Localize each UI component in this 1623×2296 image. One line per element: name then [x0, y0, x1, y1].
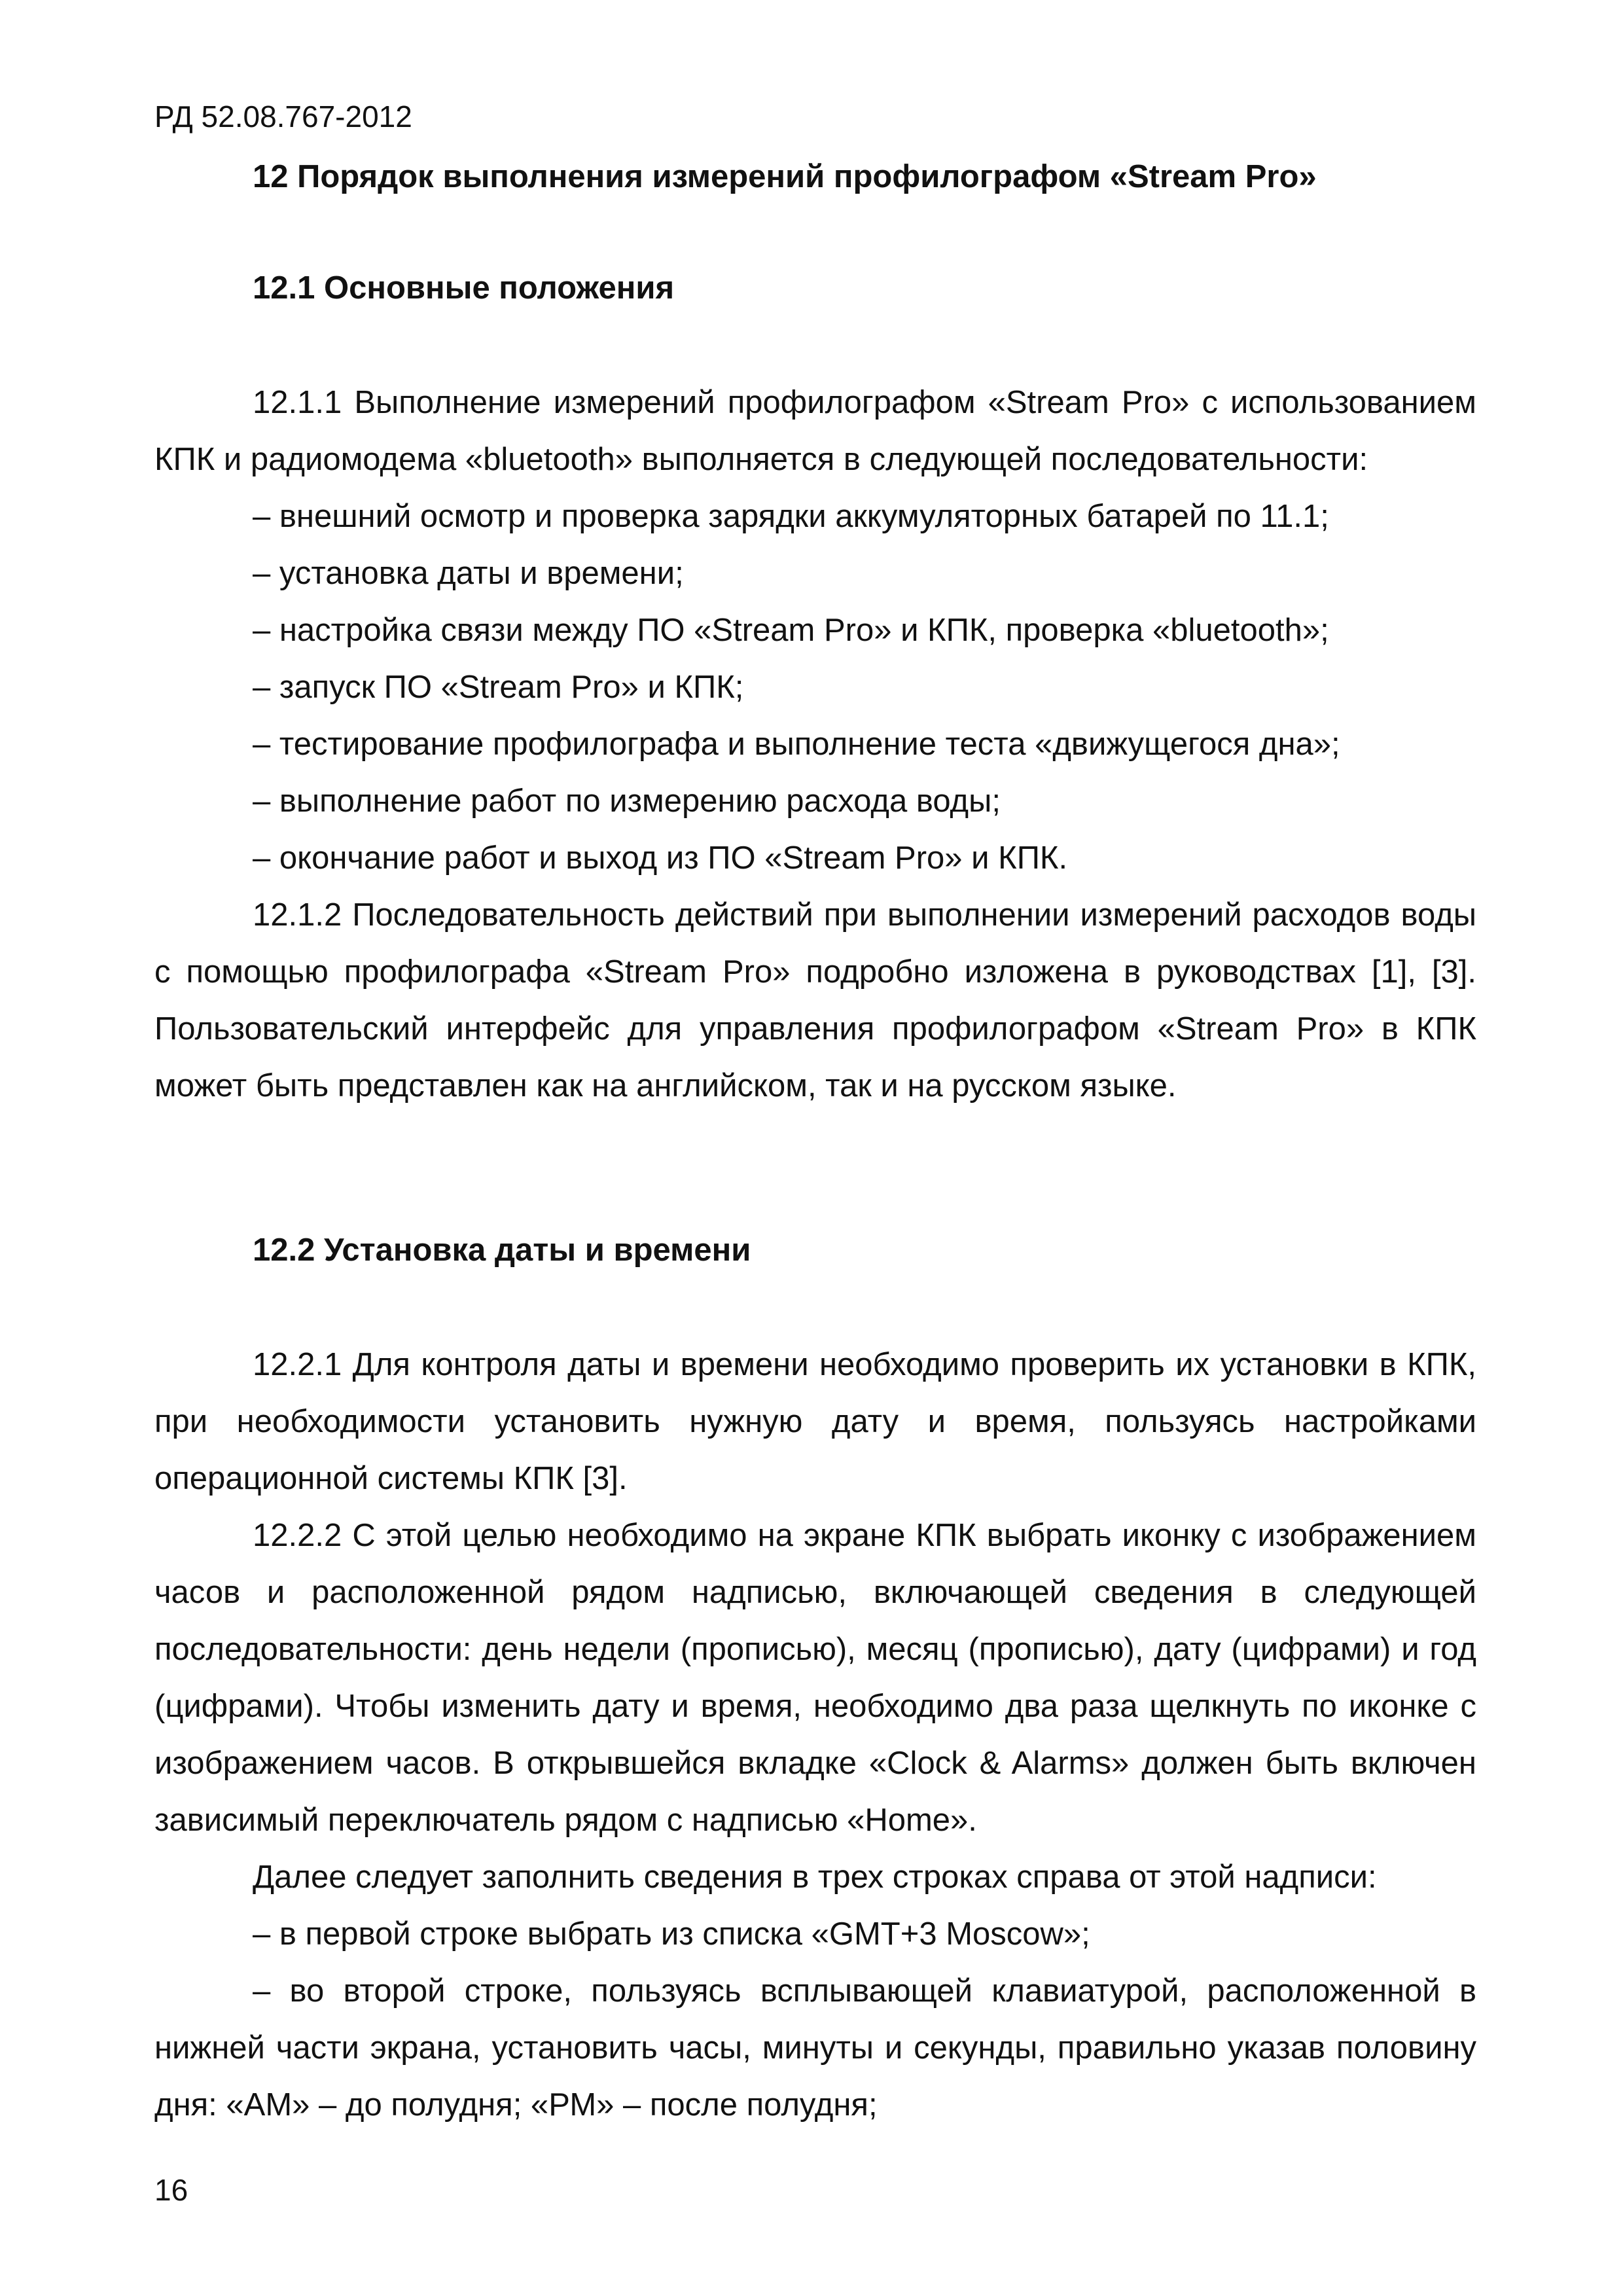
list-item: – окончание работ и выход из ПО «Stream Pro» и КПК. [253, 840, 1068, 876]
page-number: 16 [154, 2173, 188, 2207]
paragraph-12-1-1: 12.1.1 Выполнение измерений профилографом «Stream Pro» с использованием КПК и радиомодема «bluetooth» выполняется в следующей последовательности: [154, 385, 1476, 477]
paragraph-12-2-2: 12.2.2 С этой целью необходимо на экране КПК выбрать иконку с изображением часов и расположенной рядом надписью, включающей сведения в следующей последовательности: день недели (прописью), месяц (прописью), дату (цифрами) и год (цифрами). Чтобы изменить дату и время, необходимо два раза щелкнуть по иконке с изображением часов. В открывшейся вкладке «Clock & Alarms» должен быть включен зависимый переключатель рядом с надписью «Home». [154, 1518, 1476, 1838]
paragraph-12-1-2: 12.1.2 Последовательность действий при выполнении измерений расходов воды с помощью профилографа «Stream Pro» подробно изложена в руководствах [1], [3]. Пользовательский интерфейс для управления профилографом «Stream Pro» в КПК может быть представлен как на английском, так и на русском языке. [154, 897, 1476, 1103]
subsection-heading-12-1: 12.1 Основные положения [253, 270, 675, 306]
list-item: – в первой строке выбрать из списка «GMT+3 Moscow»; [253, 1916, 1090, 1952]
list-item: – внешний осмотр и проверка зарядки аккумуляторных батарей по 11.1; [253, 499, 1329, 534]
document-code: РД 52.08.767-2012 [154, 99, 412, 134]
section-title: 12 Порядок выполнения измерений профилографом «Stream Pro» [253, 159, 1317, 194]
list-item: – установка даты и времени; [253, 556, 684, 591]
subsection-heading-12-2: 12.2 Установка даты и времени [253, 1232, 751, 1268]
subsection-body-12-1 [154, 374, 1476, 1115]
paragraph-12-2-1: 12.2.1 Для контроля даты и времени необходимо проверить их установки в КПК, при необходимости установить нужную дату и время, пользуясь настройками операционной системы КПК [3]. [154, 1347, 1476, 1496]
list-item: – настройка связи между ПО «Stream Pro» и КПК, проверка «bluetooth»; [253, 613, 1329, 648]
list-item: – во второй строке, пользуясь всплывающей клавиатурой, расположенной в нижней части экрана, установить часы, минуты и секунды, правильно указав половину дня: «АМ» – до полудня; «РМ» – после полудня; [154, 1973, 1476, 2123]
list-item: – запуск ПО «Stream Pro» и КПК; [253, 670, 744, 705]
list-item: – тестирование профилографа и выполнение теста «движущегося дна»; [253, 726, 1340, 762]
paragraph-intro: Далее следует заполнить сведения в трех строках справа от этой надписи: [253, 1859, 1377, 1895]
list-item: – выполнение работ по измерению расхода воды; [253, 783, 1001, 819]
subsection-body-12-2 [154, 1336, 1476, 2134]
